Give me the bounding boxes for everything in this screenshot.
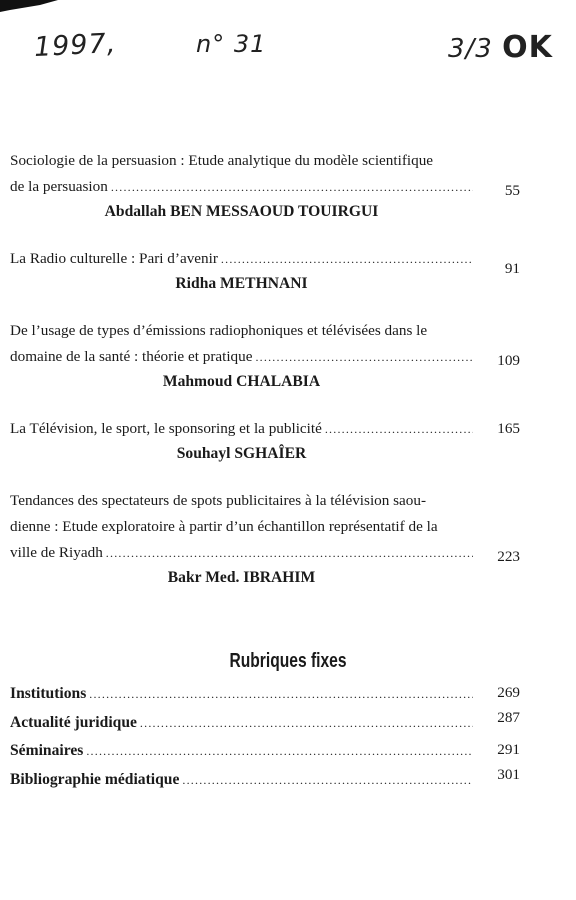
entry-author: Souhayl SGHAÎER: [176, 445, 307, 462]
fixed-section-row: [10, 709, 520, 738]
leader-dots: [89, 680, 473, 708]
fixed-section-line: [10, 680, 473, 708]
title-line: Tendances des spectateurs de spots publicitaires à la télévision saou-: [10, 492, 427, 509]
section-title: Rubriques fixes: [229, 650, 347, 672]
fixed-section-line: [10, 709, 473, 737]
page-number: 223: [497, 548, 520, 565]
title-text: La Radio culturelle : Pari d’avenir: [10, 250, 218, 267]
table-of-contents: [10, 148, 520, 612]
toc-entry: [10, 148, 520, 224]
page-number: 91: [504, 260, 520, 277]
page-number: 109: [497, 352, 520, 369]
fixed-section-row: [10, 737, 520, 766]
page-number: 301: [497, 765, 520, 783]
toc-entry: [10, 416, 520, 466]
handwritten-ok: OK: [502, 30, 553, 65]
entry-title: [10, 246, 473, 272]
leader-dots: [140, 709, 473, 737]
fixed-section-line: [10, 766, 473, 794]
entry-title: [10, 318, 473, 370]
page-number: 165: [497, 420, 520, 437]
page-number: 287: [497, 708, 520, 726]
leader-dots: [255, 344, 473, 370]
title-line: De l’usage de types d’émissions radiophoniques et télévisées dans le: [10, 322, 428, 339]
title-line: Sociologie de la persuasion : Etude analytique du modèle scientifique: [10, 152, 434, 169]
handwritten-year: 1997,: [33, 27, 118, 64]
title-last-line: [10, 416, 473, 442]
leader-dots: [182, 766, 473, 794]
handwritten-check: [448, 30, 553, 65]
toc-entry: [10, 488, 520, 590]
fixed-section-label: Séminaires: [10, 742, 84, 759]
scan-corner-mark: [0, 0, 60, 14]
title-text: ville de Riyadh: [10, 544, 103, 561]
entry-author: Abdallah BEN MESSAOUD TOUIRGUI: [104, 203, 379, 220]
leader-dots: [325, 416, 473, 442]
entry-title: [10, 416, 473, 442]
fixed-section-line: [10, 737, 473, 765]
toc-entry: [10, 246, 520, 296]
title-line: dienne : Etude exploratoire à partir d’un échantillon représentatif de la: [10, 518, 438, 535]
fixed-section-row: [10, 766, 520, 795]
title-last-line: [10, 246, 473, 272]
leader-dots: [111, 174, 473, 200]
page-number: 55: [504, 182, 520, 199]
title-text: La Télévision, le sport, le sponsoring et la publicité: [10, 420, 322, 437]
entry-author: Mahmoud CHALABIA: [162, 373, 321, 390]
fixed-section-row: [10, 680, 520, 709]
page-number: 269: [497, 684, 520, 701]
entry-author: Bakr Med. IBRAHIM: [167, 569, 316, 586]
handwritten-fraction: 3/3: [448, 34, 493, 64]
title-last-line: [10, 174, 473, 200]
leader-dots: [221, 246, 473, 272]
title-text: de la persuasion: [10, 178, 108, 195]
fixed-section-label: Bibliographie médiatique: [10, 770, 180, 788]
page-number: 291: [497, 741, 520, 758]
entry-author: Ridha METHNANI: [175, 275, 308, 292]
entry-title: [10, 148, 473, 200]
toc-entry: [10, 318, 520, 394]
fixed-sections-list: [10, 680, 520, 794]
leader-dots: [106, 540, 473, 566]
title-text: domaine de la santé : théorie et pratique: [10, 348, 253, 365]
title-last-line: [10, 344, 473, 370]
leader-dots: [86, 737, 473, 765]
handwritten-issue-number: n° 31: [196, 30, 267, 58]
fixed-section-label: Institutions: [10, 685, 87, 702]
title-last-line: [10, 540, 473, 566]
fixed-section-label: Actualité juridique: [10, 713, 137, 731]
entry-title: [10, 488, 473, 566]
